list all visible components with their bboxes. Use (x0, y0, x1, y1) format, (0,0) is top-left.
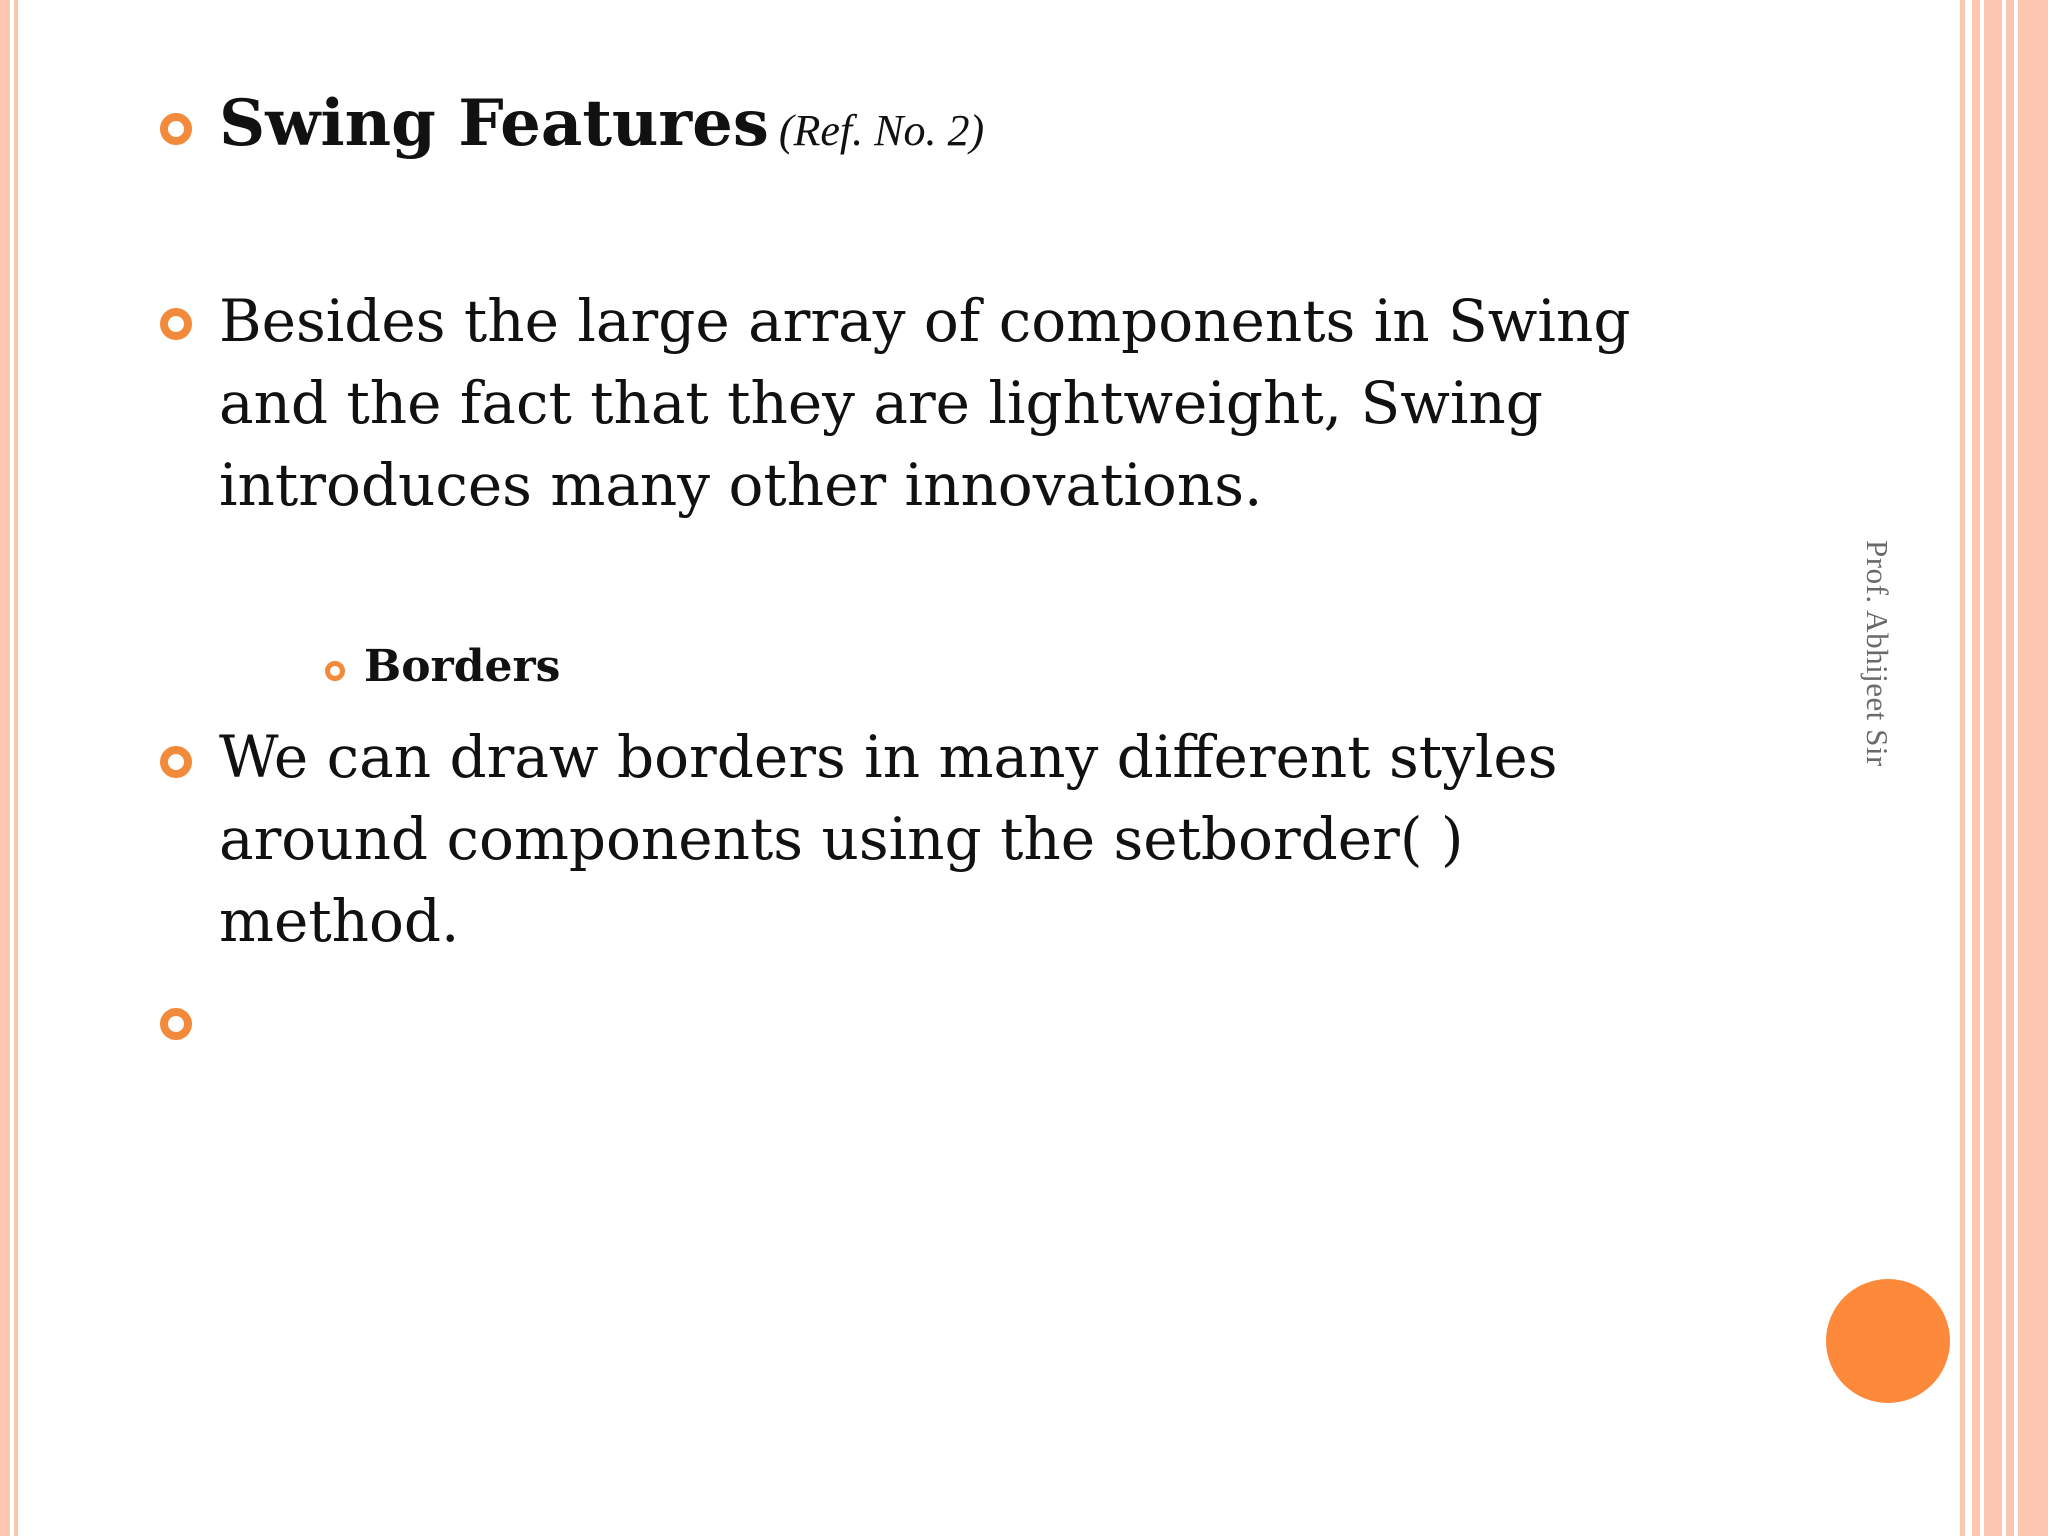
right-border-stripe (1972, 0, 1980, 1536)
left-border-stripe (0, 0, 10, 1536)
right-border-stripe (1960, 0, 1965, 1536)
empty-bullet-icon (160, 1008, 192, 1040)
right-border-stripe (2018, 0, 2048, 1536)
bullet-icon (160, 308, 192, 340)
intro-line-2: and the fact that they are lightweight, Swing (219, 369, 1543, 437)
accent-circle (1826, 1279, 1950, 1403)
borders-line-2: around components using the setborder( ) (219, 805, 1464, 873)
bullet-icon (160, 113, 192, 145)
sub-bullet-icon (325, 661, 345, 681)
intro-line-3: introduces many other innovations. (219, 451, 1263, 519)
title-reference: (Ref. No. 2) (778, 106, 985, 155)
sub-heading-borders: Borders (364, 641, 561, 692)
right-border-stripe (1984, 0, 2002, 1536)
borders-line-3: method. (219, 887, 460, 955)
bullet-icon (160, 746, 192, 778)
title-text: Swing Features (219, 86, 769, 161)
borders-line-1: We can draw borders in many different styles (219, 723, 1558, 791)
slide-title (219, 84, 984, 171)
right-border-stripe (2006, 0, 2014, 1536)
left-border-stripe (14, 0, 18, 1536)
author-credit: Prof. Abhijeet Sir (1860, 540, 1895, 767)
intro-line-1: Besides the large array of components in Swing (219, 287, 1631, 355)
